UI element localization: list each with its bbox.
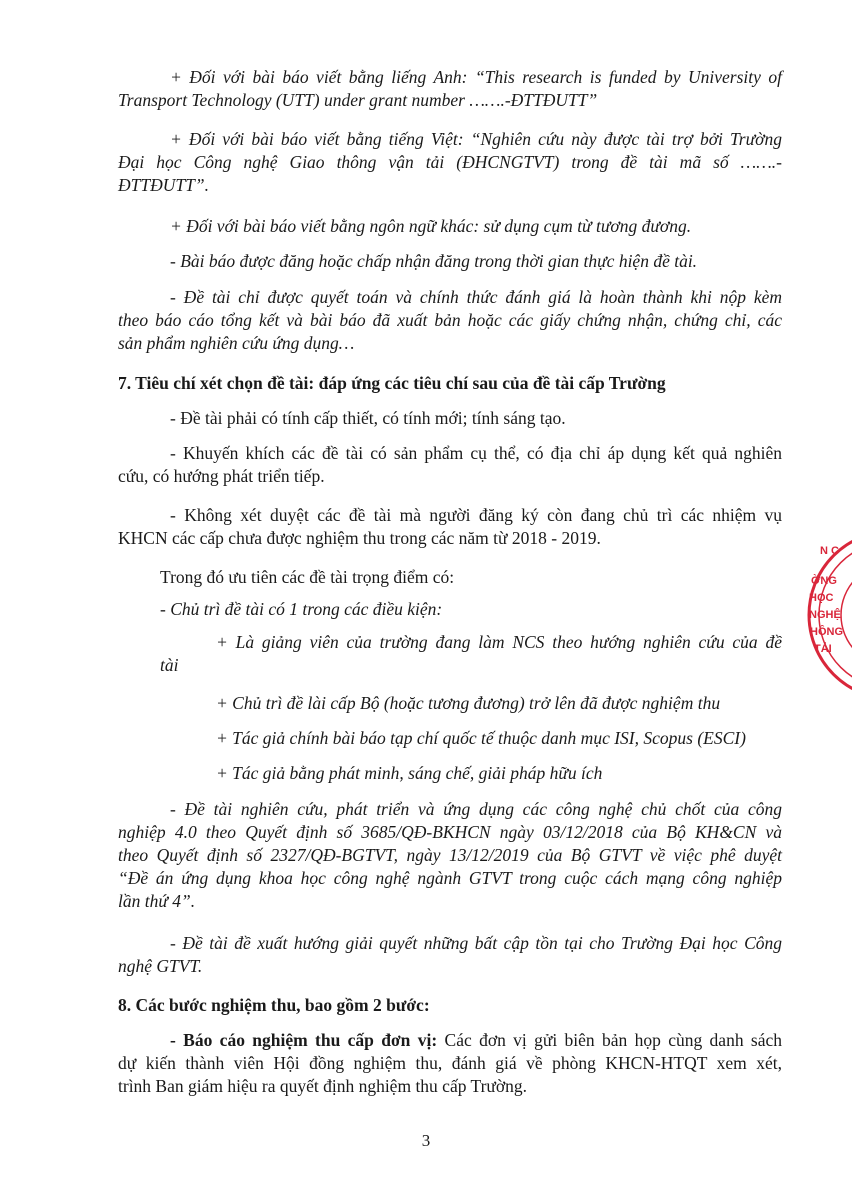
- text-line: lần thứ 4”.: [118, 891, 196, 911]
- section-heading-8: [118, 994, 782, 1017]
- paragraph-vietnamese-funding: [118, 128, 782, 197]
- text-line: Đại học Công nghệ Giao thông vận tải (ĐHCNGTVT) trong đề tài mã số …….-: [118, 152, 782, 172]
- text-line: + Đối với bài báo viết bằng tiếng Việt: “Nghiên cứu này được tài trợ bởi Trường: [170, 129, 782, 149]
- text-line: + Đối với bài báo viết bằng ngôn ngữ khác: sử dụng cụm từ tương đương.: [170, 216, 692, 236]
- text-line: nghiệp 4.0 theo Quyết định số 3685/QĐ-BKHCN ngày 03/12/2018 của Bộ KH&CN và: [118, 822, 782, 842]
- text-line: tài: [160, 655, 179, 675]
- text-line: - Đề tài đề xuất hướng giải quyết những bất cập tồn tại cho Trường Đại học Công: [170, 933, 782, 953]
- text-line: - Đề tài chỉ được quyết toán và chính thức đánh giá là hoàn thành khi nộp kèm: [170, 287, 782, 307]
- text-line: - Không xét duyệt các đề tài mà người đăng ký còn đang chủ trì các nhiệm vụ: [170, 505, 782, 525]
- text-line: - Bài báo được đăng hoặc chấp nhận đăng trong thời gian thực hiện đề tài.: [170, 251, 698, 271]
- stamp-text-line: ỜNG: [811, 575, 837, 587]
- paragraph-criteria-exclusion: [118, 504, 782, 550]
- paragraph-condition-ministry: [118, 692, 782, 715]
- text-line: - Đề tài nghiên cứu, phát triển và ứng dụng các công nghệ chủ chốt của công: [170, 799, 782, 819]
- paragraph-criteria-urgency: [118, 407, 782, 430]
- text-line: nghệ GTVT.: [118, 956, 203, 976]
- text-line: theo Quyết định số 2327/QĐ-BGTVT, ngày 13/12/2019 của Bộ GTVT về việc phê duyệt: [118, 845, 782, 865]
- stamp-graphic: [798, 530, 852, 700]
- bold-lead: - Báo cáo nghiệm thu cấp đơn vị:: [170, 1030, 438, 1050]
- text-line: + Tác giả chính bài báo tạp chí quốc tế thuộc danh mục ISI, Scopus (ESCI): [216, 728, 746, 748]
- text-line: [118, 1029, 782, 1052]
- paragraph-publication-time: [118, 250, 782, 273]
- official-stamp: [798, 530, 852, 700]
- text-line: sản phẩm nghiên cứu ứng dụng…: [118, 333, 355, 353]
- lead-rest: Các đơn vị gửi biên bản họp cùng danh sách: [437, 1030, 782, 1050]
- paragraph-settlement: [118, 286, 782, 355]
- text-line: Transport Technology (UTT) under grant number …….-ĐTTĐUTT”: [118, 90, 598, 110]
- stamp-text-line: NGHỆ: [809, 609, 841, 621]
- text-line: + Chủ trì đề lài cấp Bộ (hoặc tương đương) trở lên đã được nghiệm thu: [216, 693, 721, 713]
- stamp-text-line: HỌC: [809, 592, 834, 604]
- stamp-text-line: TẢI: [814, 643, 832, 655]
- text-line: - Khuyến khích các đề tài có sản phẩm cụ thể, có địa chỉ áp dụng kết quả nghiên: [170, 443, 782, 463]
- paragraph-conditions-intro: [118, 598, 782, 621]
- text-line: + Là giảng viên của trường đang làm NCS theo hướng nghiên cứu của đề: [216, 632, 782, 652]
- stamp-text-line: N C: [820, 545, 839, 557]
- heading-text: 7. Tiêu chí xét chọn đề tài: đáp ứng các tiêu chí sau của đề tài cấp Trường: [118, 373, 666, 393]
- text-line: KHCN các cấp chưa được nghiệm thu trong các năm từ 2018 - 2019.: [118, 528, 601, 548]
- paragraph-condition-patent: [118, 762, 782, 785]
- text-line: Trong đó ưu tiên các đề tài trọng điểm có:: [160, 567, 455, 587]
- paragraph-industry-4: [118, 798, 782, 913]
- text-line: - Chủ trì đề tài có 1 trong các điều kiện:: [160, 599, 443, 619]
- section-heading-7: [118, 372, 782, 395]
- paragraph-solutions: [118, 932, 782, 978]
- text-line: + Tác giả bằng phát minh, sáng chế, giải pháp hữu ích: [216, 763, 603, 783]
- text-line: ĐTTĐUTT”.: [118, 175, 209, 195]
- paragraph-condition-lecturer: [118, 631, 782, 677]
- text-line: dự kiến thành viên Hội đồng nghiệm thu, đánh giá về phòng KHCN-HTQT xem xét,: [118, 1053, 782, 1073]
- text-line: theo báo cáo tổng kết và bài báo đã xuất bản hoặc các giấy chứng nhận, chứng chỉ, các: [118, 310, 782, 330]
- text-line: trình Ban giám hiệu ra quyết định nghiệm thu cấp Trường.: [118, 1076, 528, 1096]
- text-line: “Đề án ứng dụng khoa học công nghệ ngành GTVT trong cuộc cách mạng công nghiệp: [118, 868, 782, 888]
- heading-text: 8. Các bước nghiệm thu, bao gồm 2 bước:: [118, 995, 430, 1015]
- page-number: 3: [421, 1131, 431, 1150]
- paragraph-priority-intro: [118, 566, 782, 589]
- paragraph-criteria-products: [118, 442, 782, 488]
- paragraph-other-language: [118, 215, 782, 238]
- paragraph-condition-isi: [118, 727, 782, 750]
- paragraph-english-funding: [118, 66, 782, 112]
- stamp-text-line: HÔNG: [810, 626, 843, 638]
- paragraph-unit-acceptance: [118, 1029, 782, 1098]
- text-line: cứu, có hướng phát triển tiếp.: [118, 466, 325, 486]
- text-line: - Đề tài phải có tính cấp thiết, có tính mới; tính sáng tạo.: [170, 408, 566, 428]
- text-line: + Đối với bài báo viết bằng liếng Anh: “This research is funded by University of: [170, 67, 782, 87]
